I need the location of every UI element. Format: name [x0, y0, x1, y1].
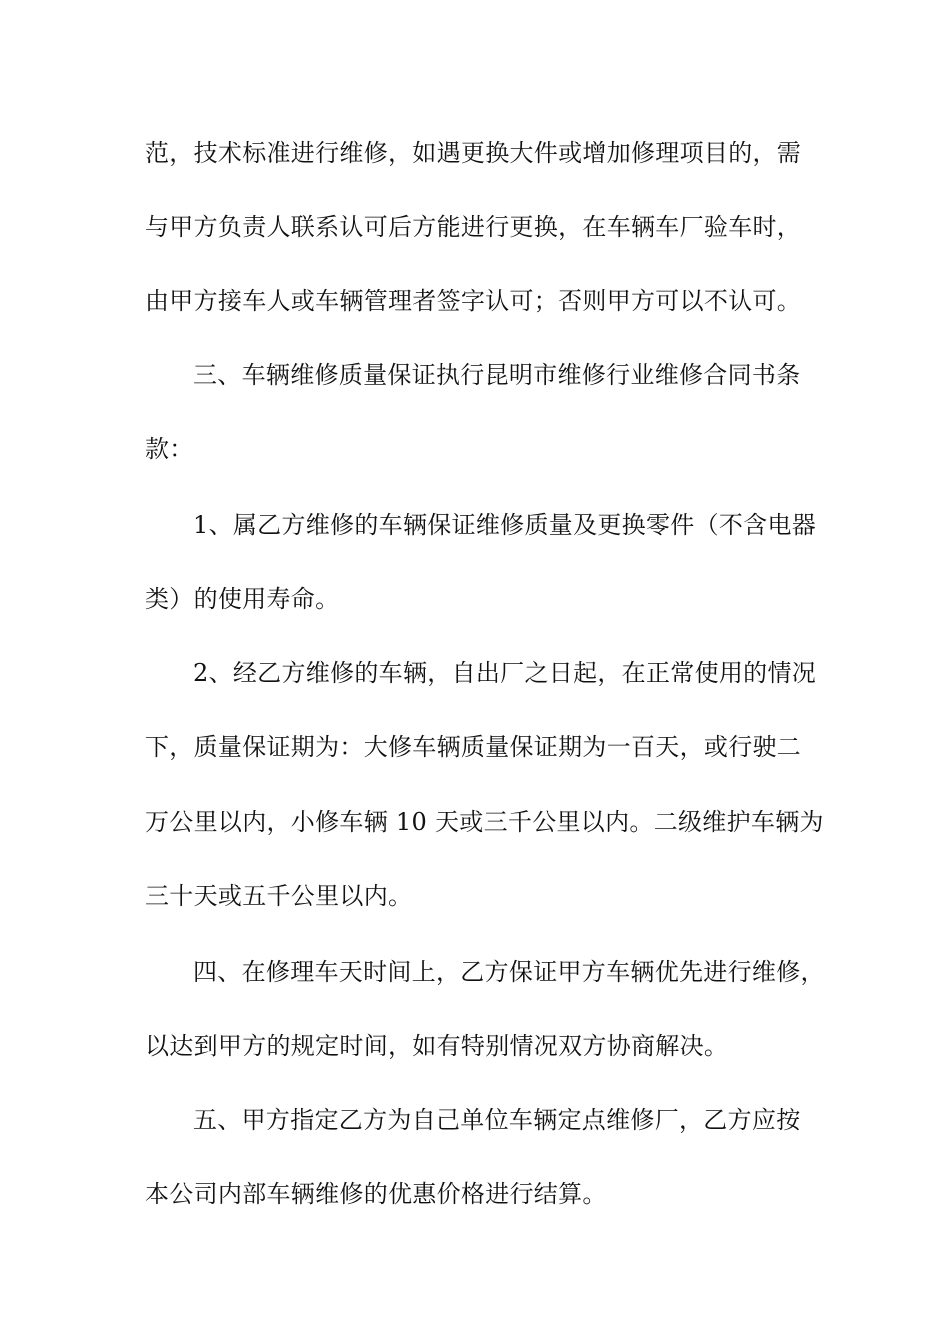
text-line: 本公司内部车辆维修的优惠价格进行结算。	[145, 1180, 607, 1208]
text-line: 与甲方负责人联系认可后方能进行更换，在车辆车厂验车时，	[145, 213, 802, 241]
text-line: 四、在修理车天时间上，乙方保证甲方车辆优先进行维修，	[193, 958, 825, 986]
text-line: 款：	[145, 435, 194, 463]
text-line: 以达到甲方的规定时间，如有特别情况双方协商解决。	[145, 1032, 729, 1060]
text-line: 三、车辆维修质量保证执行昆明市维修行业维修合同书条	[193, 361, 801, 389]
text-line: 五、甲方指定乙方为自己单位车辆定点维修厂，乙方应按	[193, 1106, 801, 1134]
text-line: 范，技术标准进行维修，如遇更换大件或增加修理项目的，需	[145, 139, 802, 167]
text-line: 下，质量保证期为：大修车辆质量保证期为一百天，或行驶二	[145, 733, 802, 761]
text-line: 类）的使用寿命。	[145, 585, 340, 613]
text-line: 1、属乙方维修的车辆保证维修质量及更换零件（不含电器	[193, 511, 817, 539]
text-line: 万公里以内，小修车辆 10 天或三千公里以内。二级维护车辆为	[145, 808, 824, 836]
text-line: 三十天或五千公里以内。	[145, 882, 413, 910]
text-line: 由甲方接车人或车辆管理者签字认可；否则甲方可以不认可。	[145, 287, 802, 315]
text-line: 2、经乙方维修的车辆，自出厂之日起，在正常使用的情况	[193, 659, 817, 687]
